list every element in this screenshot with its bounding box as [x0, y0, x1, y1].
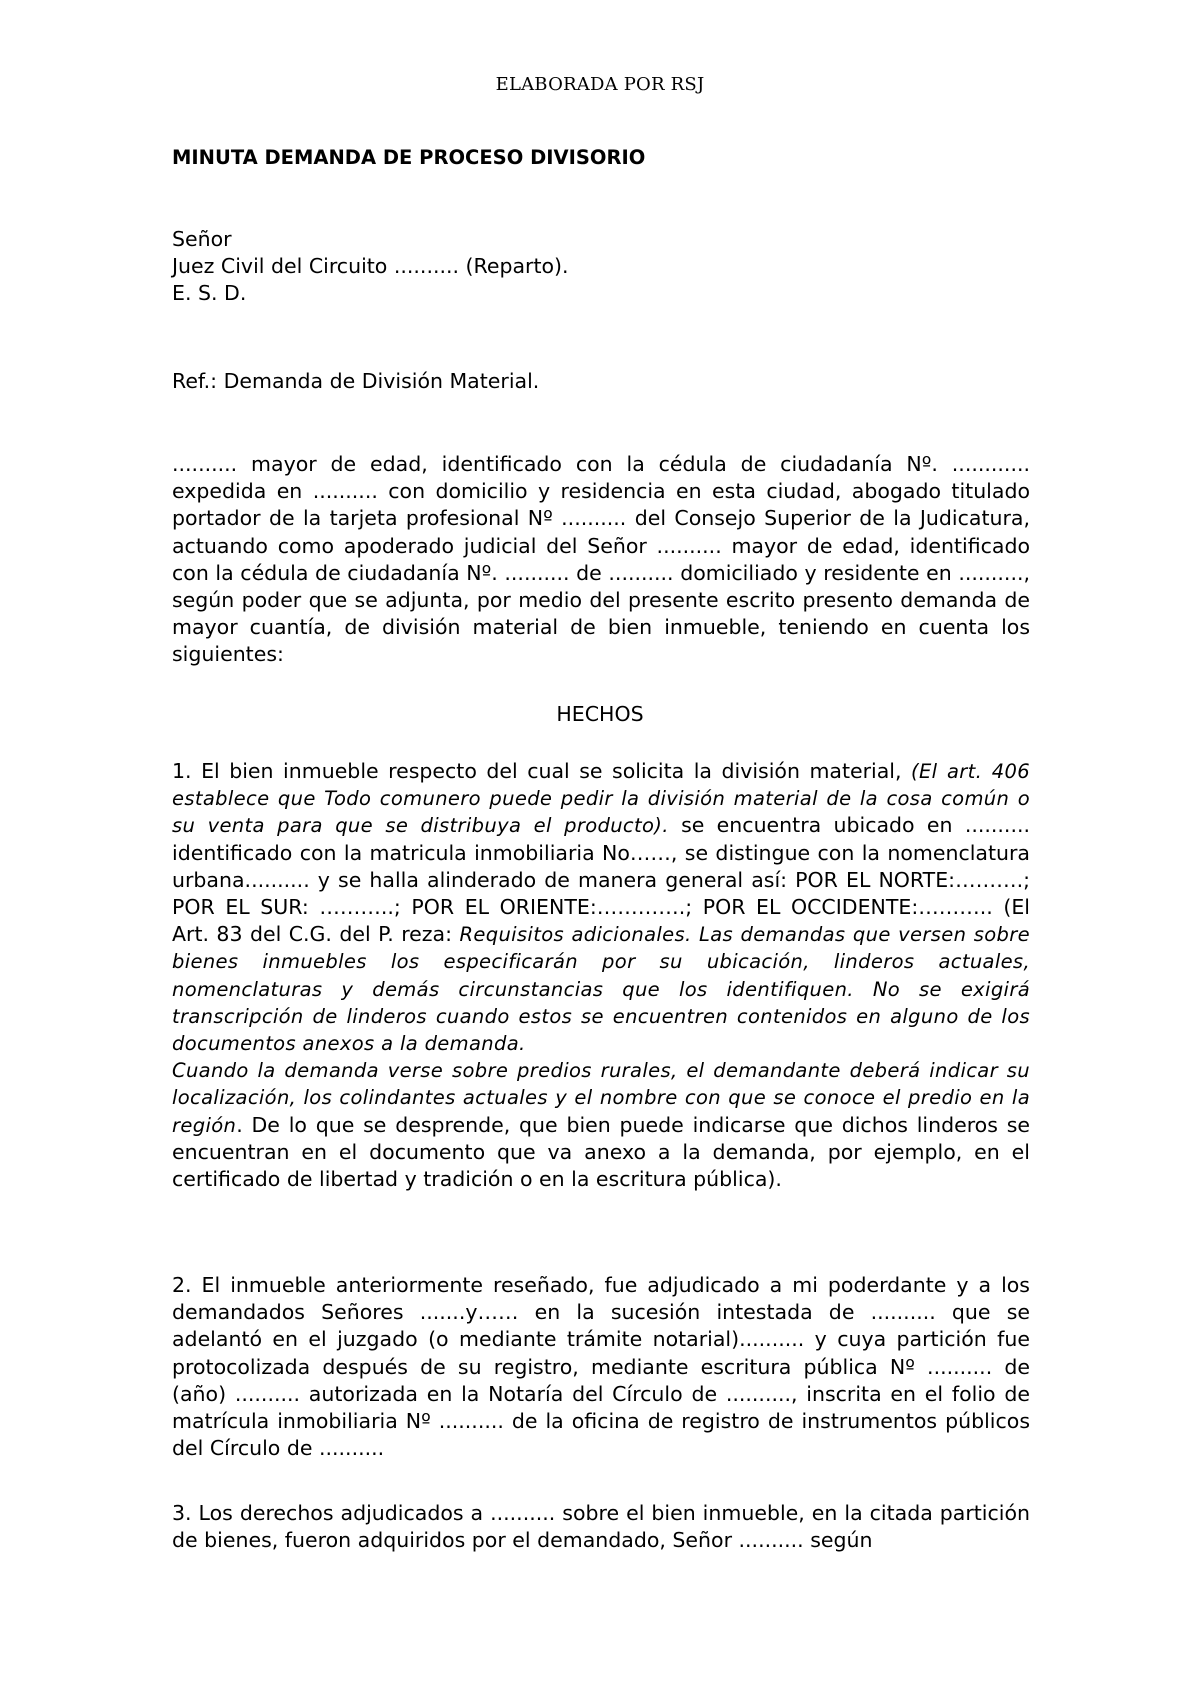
hecho-1-italic-citation: (El art. 406 establece que Todo comunero puede pedir la división material de la cosa común o su venta para que se distribuya el producto).	[172, 760, 1030, 838]
intro-paragraph: .......... mayor de edad, identificado con la cédula de ciudadanía Nº. ............ expedida en .......... con domicilio y residencia en esta ciudad, abogado titulado portador de la tarjeta profesional Nº .......... del Consejo Superior de la Judicatura, actuando como apoderado judicial del Señor .......... mayor de edad, identificado con la cédula de ciudadanía Nº. .......... de .......... domiciliado y residente en .........., según poder que se adjunta, por medio del presente escrito presento demanda de mayor cuantía, de división material de bien inmueble, teniendo en cuenta los siguientes:	[172, 452, 1030, 667]
reference-line: Ref.: Demanda de División Material.	[172, 369, 540, 393]
document-title: MINUTA DEMANDA DE PROCESO DIVISORIO	[172, 146, 646, 169]
section-heading-hechos: HECHOS	[556, 702, 644, 726]
hecho-3-paragraph: 3. Los derechos adjudicados a .......... sobre el bien inmueble, en la citada partición de bienes, fueron adquiridos por el demandado, Señor .......... según	[172, 1501, 1030, 1553]
addressee-court: Juez Civil del Circuito .......... (Reparto).	[172, 254, 569, 279]
hecho-1-text-a: 1. El bien inmueble respecto del cual se solicita la división material,	[172, 759, 912, 783]
hecho-1-italic-rural: Cuando la demanda verse sobre predios rurales, el demandante deberá indicar su localización, los colindantes actuales y el nombre con que se conoce el predio en la región	[172, 1059, 1030, 1137]
hecho-1-text-b: se encuentra ubicado en .......... identificado con la matricula inmobiliaria No……, se distingue con la nomenclatura urbana.......... y se halla alinderado de manera general así: POR EL NORTE:……….; POR EL SUR: ………..; POR EL ORIENTE:………….; POR EL OCCIDENTE:……….. (El Art. 83 del C.G. del P. reza:	[172, 813, 1030, 947]
addressee-salutation: Señor	[172, 227, 232, 251]
addressee-block	[172, 226, 1030, 308]
hecho-2-paragraph: 2. El inmueble anteriormente reseñado, fue adjudicado a mi poderdante y a los demandados Señores .......y…… en la sucesión intestada de .......... que se adelantó en el juzgado (o mediante trámite notarial).......... y cuya partición fue protocolizada después de su registro, mediante escritura pública Nº .......... de (año) .......... autorizada en la Notaría del Círculo de .........., inscrita en el folio de matrícula inmobiliaria Nº .......... de la oficina de registro de instrumentos públicos del Círculo de ..........	[172, 1273, 1030, 1461]
document-header: ELABORADA POR RSJ	[495, 74, 705, 95]
hecho-1-text-c: . De lo que se desprende, que bien puede indicarse que dichos linderos se encuentran en el documento que va anexo a la demanda, por ejemplo, en el certificado de libertad y tradición o en la escritura pública).	[172, 1112, 1030, 1192]
hecho-1-paragraph	[172, 758, 1030, 1193]
addressee-esd: E. S. D.	[172, 281, 247, 306]
hecho-1-italic-article: Requisitos adicionales. Las demandas que versen sobre bienes inmuebles los especificarán por su ubicación, linderos actuales, nomenclaturas y demás circunstancias que los identifiquen. No se exigirá transcripción de linderos cuando estos se encuentren contenidos en alguno de los documentos anexos a la demanda.	[172, 923, 1031, 1056]
